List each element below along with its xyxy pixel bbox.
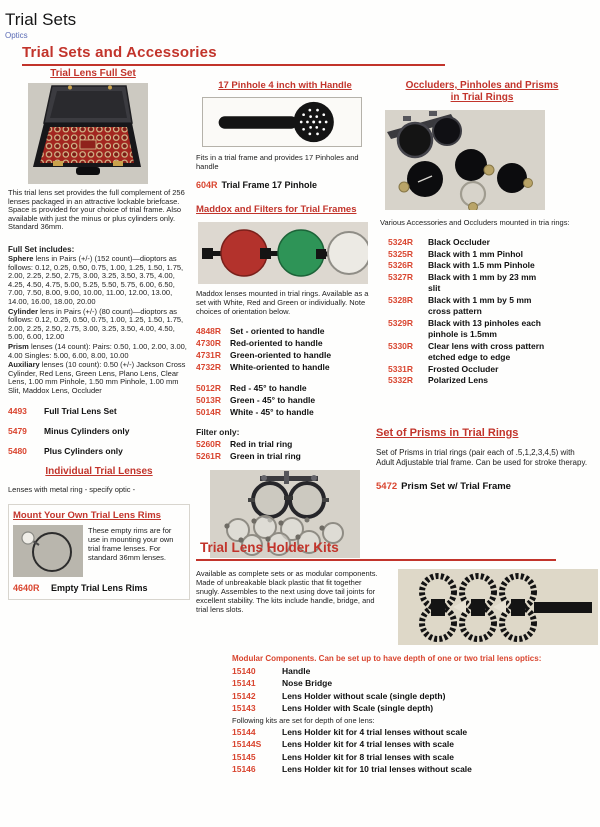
item-label: Lens Holder kit for 4 trial lenses with scale — [282, 739, 454, 749]
item-label: Prism Set w/ Trial Frame — [401, 480, 511, 492]
item-code: 4493 — [8, 406, 27, 417]
item-code: 15144S — [232, 739, 262, 749]
maddox-heading: Maddox and Filters for Trial Frames — [196, 204, 357, 215]
catalog-item — [13, 583, 185, 593]
item-code: 5332R — [388, 375, 414, 385]
catalog-item — [8, 426, 190, 436]
following-kits-note: Following kits are set for depth of one lens: — [232, 715, 375, 725]
catalog-item — [388, 364, 594, 376]
catalog-item — [232, 677, 598, 690]
filter-items — [196, 438, 374, 462]
item-code: 4848R — [196, 326, 222, 336]
catalog-item — [388, 272, 594, 295]
full-set-description: This trial lens set provides the full complement of 256 lenses packaged in an attractive lockable briefcase. Space is provided for your choice of trial frame. Also available with just the minus or plus cylinders only. Standard 36mm. — [8, 188, 185, 232]
item-label: Black with 1 mm Pinhol — [428, 248, 523, 259]
catalog-item — [388, 237, 594, 249]
occluders-heading-line2: in Trial Rings — [450, 92, 514, 103]
rims-description: These empty rims are for use in mounting your own trial frame lenses. For standard 36mm lenses. — [88, 526, 174, 562]
holder-items — [232, 665, 598, 715]
individual-lenses-note: Lenses with metal ring - specify optic - — [8, 485, 136, 495]
holder-kit-items — [232, 726, 598, 776]
item-code: 15140 — [232, 665, 256, 676]
item-label: Polarized Lens — [428, 375, 488, 385]
item-label: Plus Cylinders only — [44, 446, 123, 457]
item-code: 5331R — [388, 363, 414, 374]
catalog-item — [196, 438, 374, 450]
maddox-items — [196, 325, 374, 373]
item-code: 5013R — [196, 395, 222, 405]
item-code: 5329R — [388, 317, 414, 328]
item-label: White - 45° to handle — [230, 407, 314, 417]
catalog-item — [232, 738, 598, 751]
item-code: 15142 — [232, 690, 256, 701]
item-label: Green - 45° to handle — [230, 395, 316, 405]
catalog-item — [232, 763, 598, 776]
section-heading: Trial Sets and Accessories — [22, 44, 217, 61]
item-label: Lens Holder kit for 10 trial lenses without scale — [282, 764, 472, 774]
item-code: 4640R — [13, 583, 40, 594]
prisms-heading: Set of Prisms in Trial Rings — [376, 426, 519, 439]
filter-only-title: Filter only: — [196, 427, 240, 437]
catalog-item — [196, 180, 374, 190]
catalog-item — [376, 481, 594, 492]
item-label: White-oriented to handle — [230, 362, 330, 372]
item-code: 5261R — [196, 451, 222, 461]
catalog-item — [196, 450, 374, 462]
item-label: Clear lens with cross pattern etched edge to edge — [428, 340, 545, 362]
catalog-item — [388, 260, 594, 272]
catalog-item — [196, 406, 374, 418]
item-code: 5472 — [376, 480, 398, 492]
item-code: 15146 — [232, 764, 256, 774]
catalog-item — [196, 394, 374, 406]
includes-title: Full Set includes: — [8, 244, 75, 254]
spec-text: lens in Pairs (+/-) (80 count)—dioptors as follows: 0.12, 0.25, 0.50, 0.75, 1.00, 1.25, 1.50, 1.75, 2.00, 2.25, 2.50, 2.75, 3.00, 3.25, 3.50, 4.00, 4.50, 5.00, 6.00, 12.00 — [8, 306, 184, 342]
spec-lead: Auxiliary — [8, 360, 40, 370]
spec-text: lenses (14 count): Pairs: 0.50, 1.00, 2.00, 3.00, 4.00 Singles: 5.00, 6.00, 8.00, 10.00 — [8, 341, 187, 360]
item-code: 4731R — [196, 350, 222, 360]
catalog-item — [232, 665, 598, 678]
item-code: 5326R — [388, 260, 414, 270]
spec-paragraph — [8, 361, 190, 395]
maddox-description: Maddox lenses mounted in trial rings. Available as a set with White, Red and Green or individually. Note choices of orientation below. — [196, 289, 369, 316]
catalog-item — [196, 337, 374, 349]
item-label: Red-oriented to handle — [230, 338, 323, 348]
left-column — [8, 68, 190, 600]
spec-paragraph — [8, 308, 190, 342]
occluders-heading-line1: Occluders, Pinholes and Prisms — [405, 80, 559, 91]
spec-paragraphs — [8, 255, 190, 396]
item-code: 4732R — [196, 362, 222, 372]
item-code: 5328R — [388, 294, 414, 305]
spec-lead: Sphere — [8, 253, 34, 263]
item-label: Red in trial ring — [230, 439, 293, 449]
item-label: Set - oriented to handle — [230, 326, 325, 336]
catalog-item — [8, 406, 190, 416]
rims-section — [8, 504, 190, 600]
item-label: Lens Holder kit for 4 trial lenses without scale — [282, 726, 468, 737]
modular-note: Modular Components. Can be set up to have depth of one or two trial lens optics: — [232, 653, 542, 663]
lens-holder-kit-photo — [398, 569, 598, 645]
item-label: Lens Holder without scale (single depth) — [282, 690, 446, 701]
holder-kits-heading: Trial Lens Holder Kits — [200, 540, 339, 555]
item-label: Lens Holder with Scale (single depth) — [282, 703, 434, 713]
page-subtitle: Optics — [5, 31, 28, 40]
item-code: 5260R — [196, 439, 222, 449]
item-label: Empty Trial Lens Rims — [51, 583, 148, 594]
individual-lenses-heading: Individual Trial Lenses — [45, 466, 153, 478]
trial-lens-case-photo — [28, 83, 148, 184]
spec-lead: Prism — [8, 341, 29, 351]
item-code: 5330R — [388, 340, 414, 351]
prisms-description: Set of Prisms in trial rings (pair each of .5,1,2,3,4,5) with Adult Adjustable trial frame. Can be used for stroke therapy. — [376, 447, 588, 467]
holder-kits-section — [196, 540, 598, 776]
occluders-photo — [385, 110, 545, 210]
spec-lead: Cylinder — [8, 306, 39, 316]
item-label: Black with 1 mm by 5 mm cross pattern — [428, 294, 532, 316]
holder-kits-description: Available as complete sets or as modular components. Made of unbreakable black plastic that fit together snugly. Assembles to the next using dove tail joints for excellent stability. The kits include handle, bridge, and trial lens slots. — [196, 568, 378, 614]
catalog-item — [388, 295, 594, 318]
catalog-item — [196, 325, 374, 337]
item-label: Frosted Occluder — [428, 363, 499, 374]
catalog-item — [388, 341, 594, 364]
holder-kits-rule — [196, 559, 556, 561]
item-label: Green-oriented to handle — [230, 350, 332, 360]
item-label: Red - 45° to handle — [230, 383, 307, 393]
spec-paragraph — [8, 343, 190, 360]
item-label: Black with 1.5 mm Pinhole — [428, 260, 535, 270]
middle-column — [196, 80, 374, 558]
maddox-items-45 — [196, 382, 374, 418]
catalog-item — [196, 382, 374, 394]
item-label: Black with 13 pinholes each pinhole is 1.5mm — [428, 317, 541, 339]
item-code: 15145 — [232, 751, 256, 762]
occluders-heading — [382, 80, 582, 104]
item-code: 4730R — [196, 338, 222, 348]
item-label: Trial Frame 17 Pinhole — [221, 180, 318, 190]
pinhole-paddle-photo — [202, 97, 362, 147]
item-label: Lens Holder kit for 8 trial lenses with scale — [282, 751, 454, 762]
catalog-item — [8, 446, 190, 456]
spec-paragraph — [8, 255, 190, 307]
item-code: 5325R — [388, 248, 414, 259]
catalog-item — [388, 318, 594, 341]
catalog-item — [196, 361, 374, 373]
item-code: 604R — [196, 180, 218, 190]
empty-rim-photo — [13, 525, 83, 577]
item-code: 15143 — [232, 703, 256, 713]
item-label: Handle — [282, 665, 311, 676]
item-code: 5014R — [196, 407, 222, 417]
item-label: Black Occluder — [428, 237, 490, 247]
item-code: 5324R — [388, 237, 414, 247]
right-column — [376, 80, 594, 492]
section-heading-rule — [22, 64, 445, 66]
item-code: 5480 — [8, 446, 27, 457]
item-label: Nose Bridge — [282, 678, 333, 688]
spec-text: lens in Pairs (+/-) (152 count)—dioptors as follows: 0.12, 0.25, 0.50, 0.75, 1.00, 1.25, 1.50, 1.75, 2.00, 2.25, 2.50, 2.75, 3.00, 3.25, 3.50, 3.75, 4.00, 4.25, 4.50, 4.75, 5.00, 5.25, 5.50, 5.75, 6.00, 6.50, 7.00, 7.50, 8.00, 9.00, 10.00, 11.00, 12.00, 13.00, 14.00, 16.00, 18.00, 20.00 — [8, 253, 184, 306]
spec-text: lenses (10 count): 0.50 (+/-) Jackson Cross Cylinder, Red Lens, Green Lens, Plano Lens, Clear Lens, 1.00 mm Pinhole, 1.50 mm Pinhole, 1.00 mm Slit, Maddox Lens, Occluder — [8, 360, 186, 395]
item-label: Green in trial ring — [230, 451, 301, 461]
item-label: Minus Cylinders only — [44, 426, 130, 437]
pinhole-description: Fits in a trial frame and provides 17 Pinholes and handle — [196, 153, 359, 171]
item-code: 5327R — [388, 271, 414, 282]
catalog-item — [232, 751, 598, 764]
occluders-description: Various Accessories and Occluders mounted in tria rings: — [380, 218, 570, 227]
pinhole-heading: 17 Pinhole 4 inch with Handle — [218, 80, 352, 91]
full-set-heading: Trial Lens Full Set — [50, 68, 136, 79]
catalog-item — [388, 375, 594, 387]
catalog-item — [232, 690, 598, 703]
catalog-item — [196, 349, 374, 361]
item-code: 15144 — [232, 726, 256, 737]
catalog-item — [232, 726, 598, 739]
item-code: 15141 — [232, 678, 256, 688]
page-title: Trial Sets — [5, 10, 77, 29]
catalog-item — [232, 702, 598, 715]
item-label: Full Trial Lens Set — [44, 406, 117, 417]
occluders-items — [388, 237, 594, 387]
item-code: 5479 — [8, 426, 27, 437]
maddox-lenses-photo — [198, 222, 368, 284]
item-label: Black with 1 mm by 23 mm slit — [428, 271, 537, 293]
item-code: 5012R — [196, 383, 222, 393]
rims-heading: Mount Your Own Trial Lens Rims — [13, 510, 161, 522]
catalog-item — [388, 249, 594, 261]
full-set-items — [8, 406, 190, 456]
